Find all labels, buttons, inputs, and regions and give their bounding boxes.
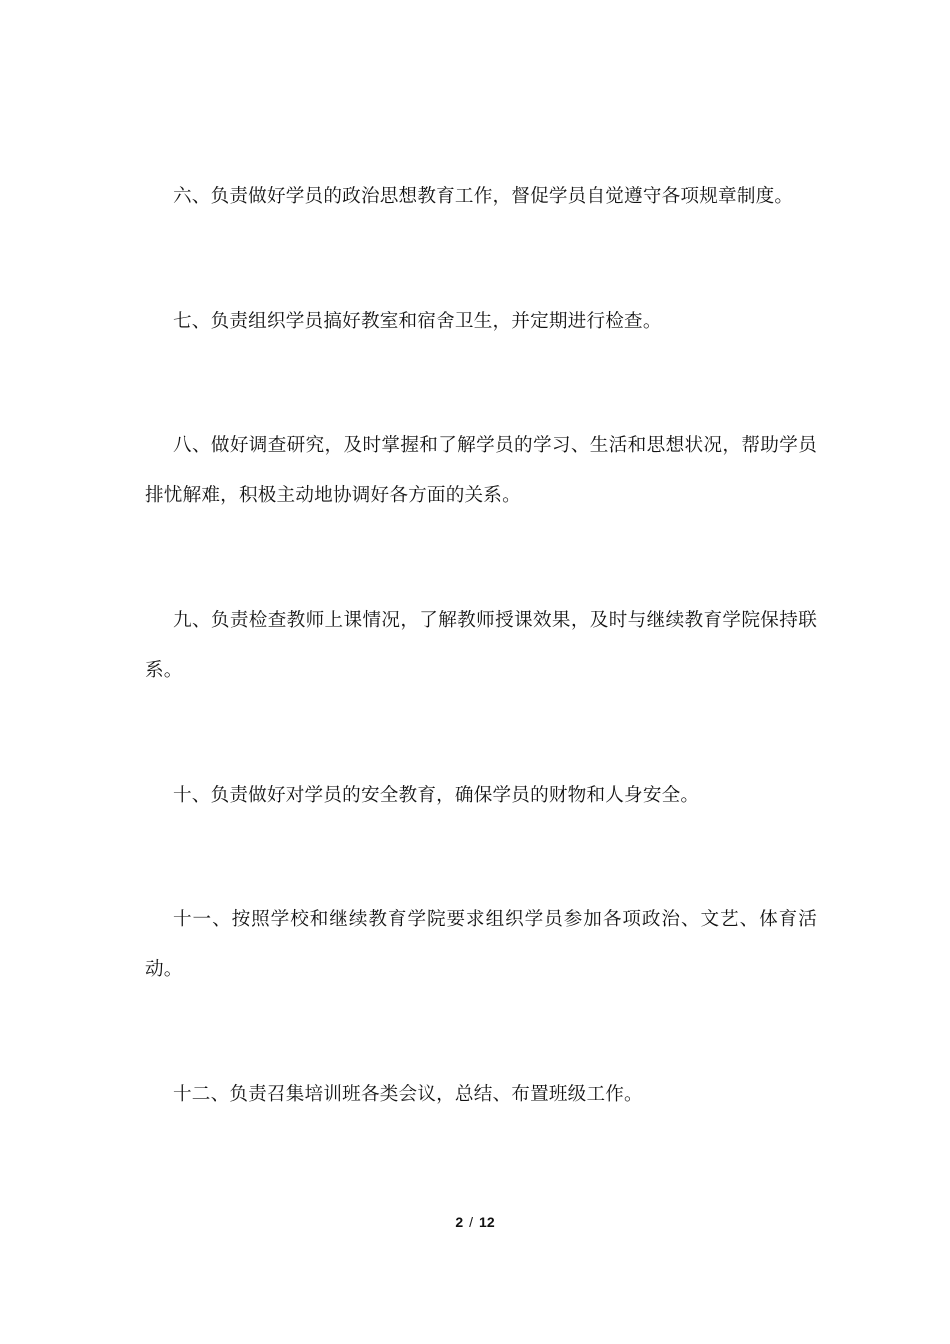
- paragraph-item-10: 十、负责做好对学员的安全教育，确保学员的财物和人身安全。: [173, 785, 700, 806]
- paragraph-item-7: 七、负责组织学员搞好教室和宿舍卫生，并定期进行检查。: [173, 311, 662, 332]
- total-page-count: 12: [479, 1214, 495, 1230]
- paragraph-item-11: 十一、按照学校和继续教育学院要求组织学员参加各项政治、文艺、体育活动。: [145, 909, 817, 980]
- page-number-footer: [0, 1212, 950, 1232]
- paragraph-item-9: 九、负责检查教师上课情况，了解教师授课效果，及时与继续教育学院保持联系。: [145, 610, 817, 681]
- paragraph-item-12: 十二、负责召集培训班各类会议，总结、布置班级工作。: [173, 1084, 643, 1105]
- paragraph-item-8: 八、做好调查研究，及时掌握和了解学员的学习、生活和思想状况，帮助学员排忧解难，积极主动地协调好各方面的关系。: [145, 435, 817, 506]
- paragraph-item-6: 六、负责做好学员的政治思想教育工作，督促学员自觉遵守各项规章制度。: [173, 186, 794, 207]
- current-page-number: 2: [455, 1214, 464, 1230]
- page-separator: /: [469, 1214, 474, 1230]
